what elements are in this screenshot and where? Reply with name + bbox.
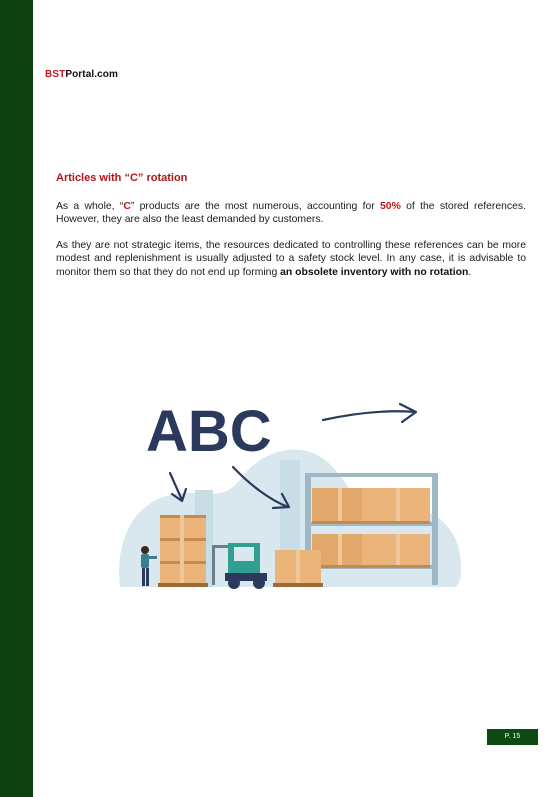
p2-text-end: .: [468, 266, 472, 278]
paragraph-2: [56, 239, 526, 280]
p2-text-a: As they are not strategic items, the resources dedicated to controlling these references can be more modest and replenishment is usually adjusted to a safety stock level. In any case, it is advisable to monitor them so that they do not end up forming: [56, 239, 526, 278]
brand-part-portal: Portal.com: [65, 69, 118, 80]
section-title: Articles with “C” rotation: [56, 172, 188, 184]
p1-text-b: ” products are the most numerous, accounting for: [130, 200, 381, 212]
page-number: P. 15: [487, 729, 538, 745]
p1-highlight-c: C: [123, 200, 131, 212]
p1-text-a: As a whole, “: [56, 200, 124, 212]
pallet-boxes: [273, 550, 323, 587]
p2-bold-phrase: an obsolete inventory with no rotation: [280, 266, 469, 278]
paragraph-1: [56, 200, 526, 227]
p1-highlight-percent: 50%: [380, 200, 401, 212]
brand-part-bst: BST: [45, 69, 66, 80]
warehouse-illustration: [110, 395, 470, 595]
box-stack: [158, 515, 208, 587]
abc-heading: ABC: [146, 399, 272, 464]
brand-logo: [45, 69, 118, 80]
main-content: [56, 172, 526, 292]
sidebar-stripe: [0, 0, 33, 797]
p1-text-d: of the stored references. However, they are also the least demanded by customers.: [56, 200, 526, 226]
